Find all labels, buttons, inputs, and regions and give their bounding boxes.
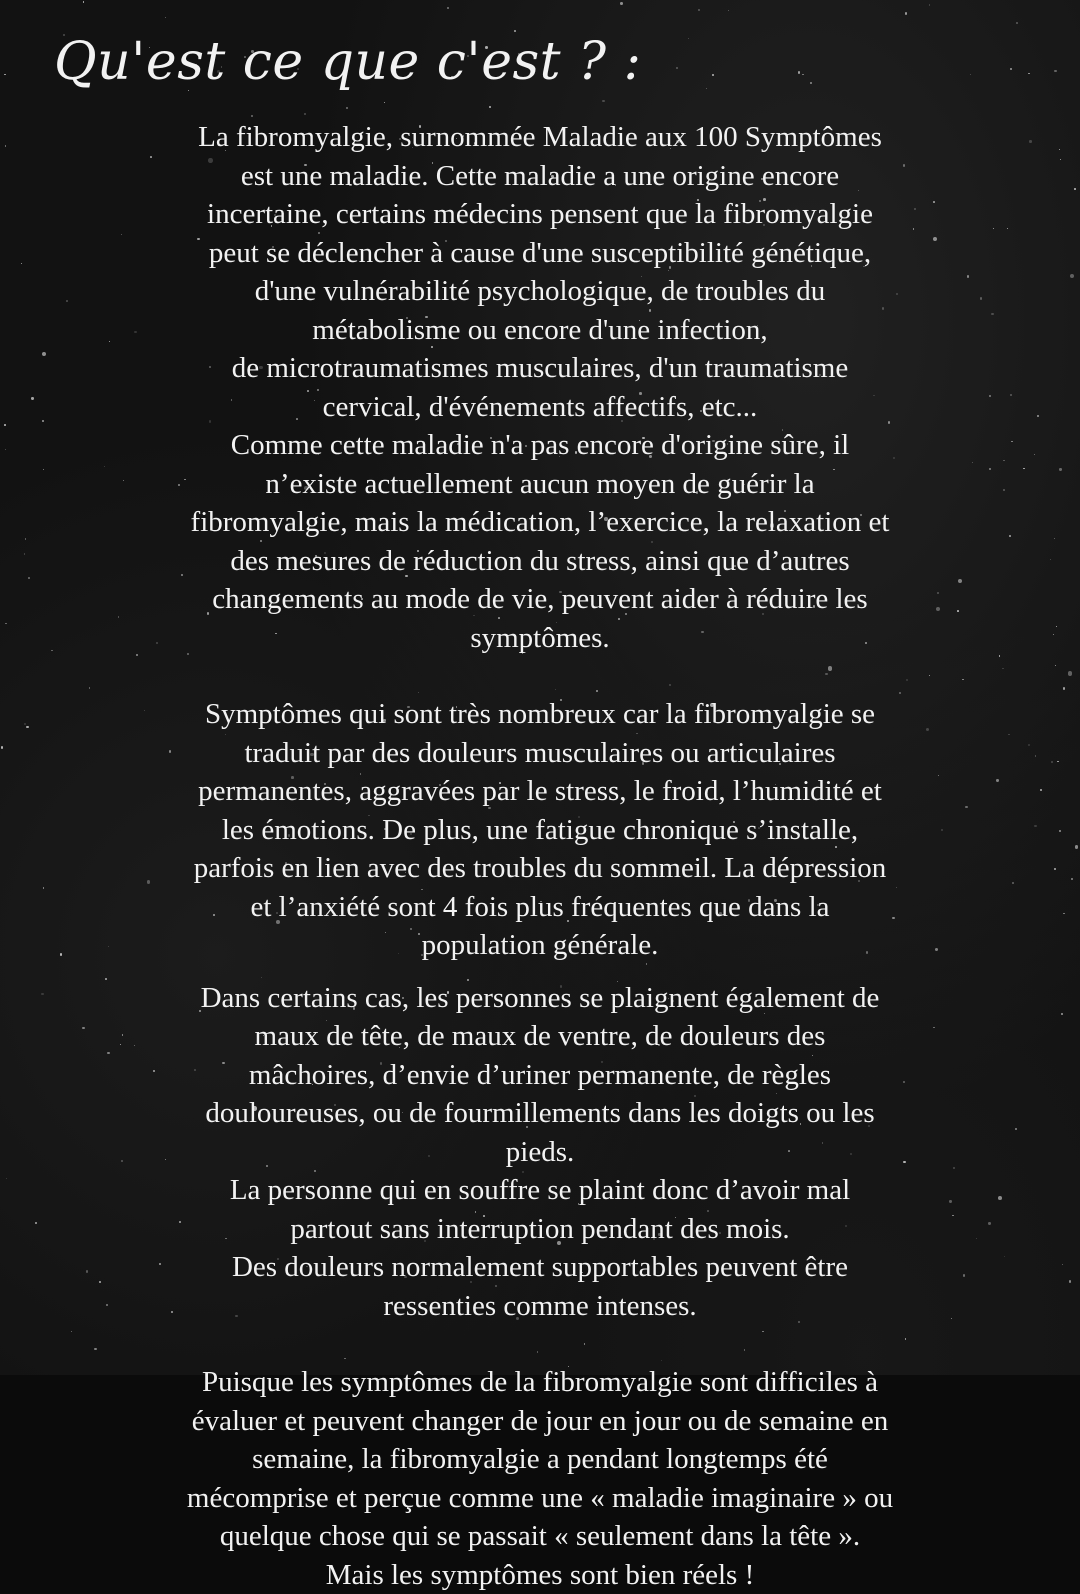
star-speck xyxy=(1029,140,1031,142)
star-speck xyxy=(1059,830,1061,832)
star-speck xyxy=(489,106,491,108)
star-speck xyxy=(1055,665,1056,666)
star-speck xyxy=(1007,228,1008,229)
star-speck xyxy=(165,17,166,18)
star-speck xyxy=(810,82,812,84)
star-speck xyxy=(43,887,44,888)
star-speck xyxy=(1062,1264,1063,1265)
star-speck xyxy=(1056,626,1058,628)
paragraph-conclusion: Puisque les symptômes de la fibromyalgie sont difficiles à évaluer et peuvent changer de jour en jour ou de semaine en semaine, la fibromyalgie a pendant longtemps été mécomprise et perçue comme une « maladie imaginaire » ou quelque chose qui se passait « seulement dans la tête ». Mais les symptômes sont bien réels ! xyxy=(186,1366,894,1591)
star-speck xyxy=(41,993,43,995)
star-speck xyxy=(1002,668,1004,670)
star-speck xyxy=(1063,687,1065,689)
star-speck xyxy=(1003,489,1005,491)
star-speck xyxy=(1060,159,1061,160)
star-speck xyxy=(1028,73,1030,75)
star-speck xyxy=(1037,415,1039,417)
star-speck xyxy=(802,74,803,75)
star-speck xyxy=(86,1270,88,1272)
star-speck xyxy=(1012,882,1014,884)
star-speck xyxy=(1068,671,1072,675)
star-speck xyxy=(82,1027,84,1029)
page-title: Qu'est ce que c'est ? : xyxy=(54,32,642,92)
star-speck xyxy=(26,726,28,728)
star-speck xyxy=(706,88,707,89)
star-speck xyxy=(1016,22,1018,24)
star-speck xyxy=(1023,468,1024,469)
star-speck xyxy=(31,397,33,399)
star-speck xyxy=(1054,868,1056,870)
star-speck xyxy=(51,650,52,651)
star-speck xyxy=(676,67,678,69)
star-speck xyxy=(712,74,715,77)
star-speck xyxy=(4,74,5,75)
star-speck xyxy=(35,1222,37,1224)
star-speck xyxy=(1011,441,1012,442)
star-speck xyxy=(66,300,68,302)
star-speck xyxy=(28,577,30,579)
star-speck xyxy=(991,313,993,315)
star-speck xyxy=(905,12,907,14)
star-speck xyxy=(1051,761,1053,763)
star-speck xyxy=(698,9,700,11)
star-speck xyxy=(1075,845,1079,849)
star-speck xyxy=(43,469,45,471)
star-speck xyxy=(1034,825,1036,827)
star-speck xyxy=(1059,468,1061,470)
star-speck xyxy=(1,746,3,748)
star-speck xyxy=(1063,913,1064,914)
star-speck xyxy=(993,228,994,229)
star-speck xyxy=(1040,789,1042,791)
paragraph-intro: La fibromyalgie, surnommée Maladie aux 100 Symptômes est une maladie. Cette maladie a une origine encore incertaine, certains médecins pensent que la fibromyalgie peut se déclencher à cause d'une susceptibilité génétique, d'une vulnérabilité psychologique, de troubles du métabolisme ou encore d'une infection, de microtraumatismes musculaires, d'un traumatisme cervical, d'événements affectifs, etc... Comme cette maladie n'a pas encore d'origine sûre, il n’existe actuellement aucun moyen de guérir la fibromyalgie, mais la médication, l’exercice, la relaxation et des mesures de réduction du stress, ainsi que d’autres changements au mode de vie, peuvent aider à réduire les symptômes. xyxy=(190,121,890,654)
star-speck xyxy=(4,424,6,426)
star-speck xyxy=(6,1178,7,1179)
star-speck xyxy=(24,723,26,725)
star-speck xyxy=(1004,1256,1006,1258)
star-speck xyxy=(346,107,348,109)
star-speck xyxy=(42,420,44,422)
star-speck xyxy=(25,538,26,539)
star-speck xyxy=(620,2,623,5)
star-speck xyxy=(24,553,25,554)
star-speck xyxy=(83,1,84,2)
paragraph-symptoms: Symptômes qui sont très nombreux car la fibromyalgie se traduit par des douleurs musculaires ou articulaires permanentes, aggravées par le stress, le froid, l’humidité et les émotions. De plus, une fatigue chronique s’installe, parfois en lien avec des troubles du sommeil. La dépression et l’anxiété sont 4 fois plus fréquentes que dans la population générale. xyxy=(193,698,887,961)
star-speck xyxy=(970,74,971,75)
star-speck xyxy=(1010,394,1012,396)
star-speck xyxy=(5,449,7,451)
star-speck xyxy=(71,1331,72,1332)
star-speck xyxy=(1071,878,1073,880)
star-speck xyxy=(1057,761,1058,762)
star-speck xyxy=(304,113,306,115)
star-speck xyxy=(1059,149,1060,150)
star-speck xyxy=(1010,68,1012,70)
star-speck xyxy=(798,71,800,73)
star-speck xyxy=(1070,274,1074,278)
star-speck xyxy=(1003,460,1005,462)
star-speck xyxy=(21,263,22,264)
star-speck xyxy=(251,115,253,117)
star-speck xyxy=(1009,535,1011,537)
star-speck xyxy=(1069,1280,1071,1282)
star-speck xyxy=(1008,734,1010,736)
star-speck xyxy=(5,145,6,146)
star-speck xyxy=(447,7,449,9)
star-speck xyxy=(384,102,385,103)
star-speck xyxy=(60,953,62,955)
star-speck xyxy=(1061,1013,1063,1015)
star-speck xyxy=(996,779,998,781)
paragraph-other-symptoms: Dans certains cas, les personnes se plaignent également de maux de tête, de maux de ventre, de douleurs des mâchoires, d’envie d’uriner permanente, de règles douloureuses, ou de fourmillements dans les doigts ou les pieds. La personne qui en souffre se plaint donc d’avoir mal partout sans interruption pendant des mois. Des douleurs normalement supportables peuvent être ressenties comme intenses. xyxy=(200,981,880,1322)
star-speck xyxy=(728,10,729,11)
star-speck xyxy=(999,655,1001,657)
star-speck xyxy=(929,4,930,5)
star-speck xyxy=(1028,744,1030,746)
star-speck xyxy=(1035,755,1037,757)
star-speck xyxy=(5,623,7,625)
star-speck xyxy=(998,1196,1002,1200)
star-speck xyxy=(688,38,689,39)
star-speck xyxy=(1034,454,1035,455)
star-speck xyxy=(1053,634,1054,635)
star-speck xyxy=(1054,70,1056,72)
star-speck xyxy=(1074,188,1076,190)
star-speck xyxy=(1050,559,1051,560)
star-speck xyxy=(1054,538,1055,539)
star-speck xyxy=(42,352,46,356)
main-text xyxy=(90,118,990,1594)
star-speck xyxy=(1015,1128,1017,1130)
